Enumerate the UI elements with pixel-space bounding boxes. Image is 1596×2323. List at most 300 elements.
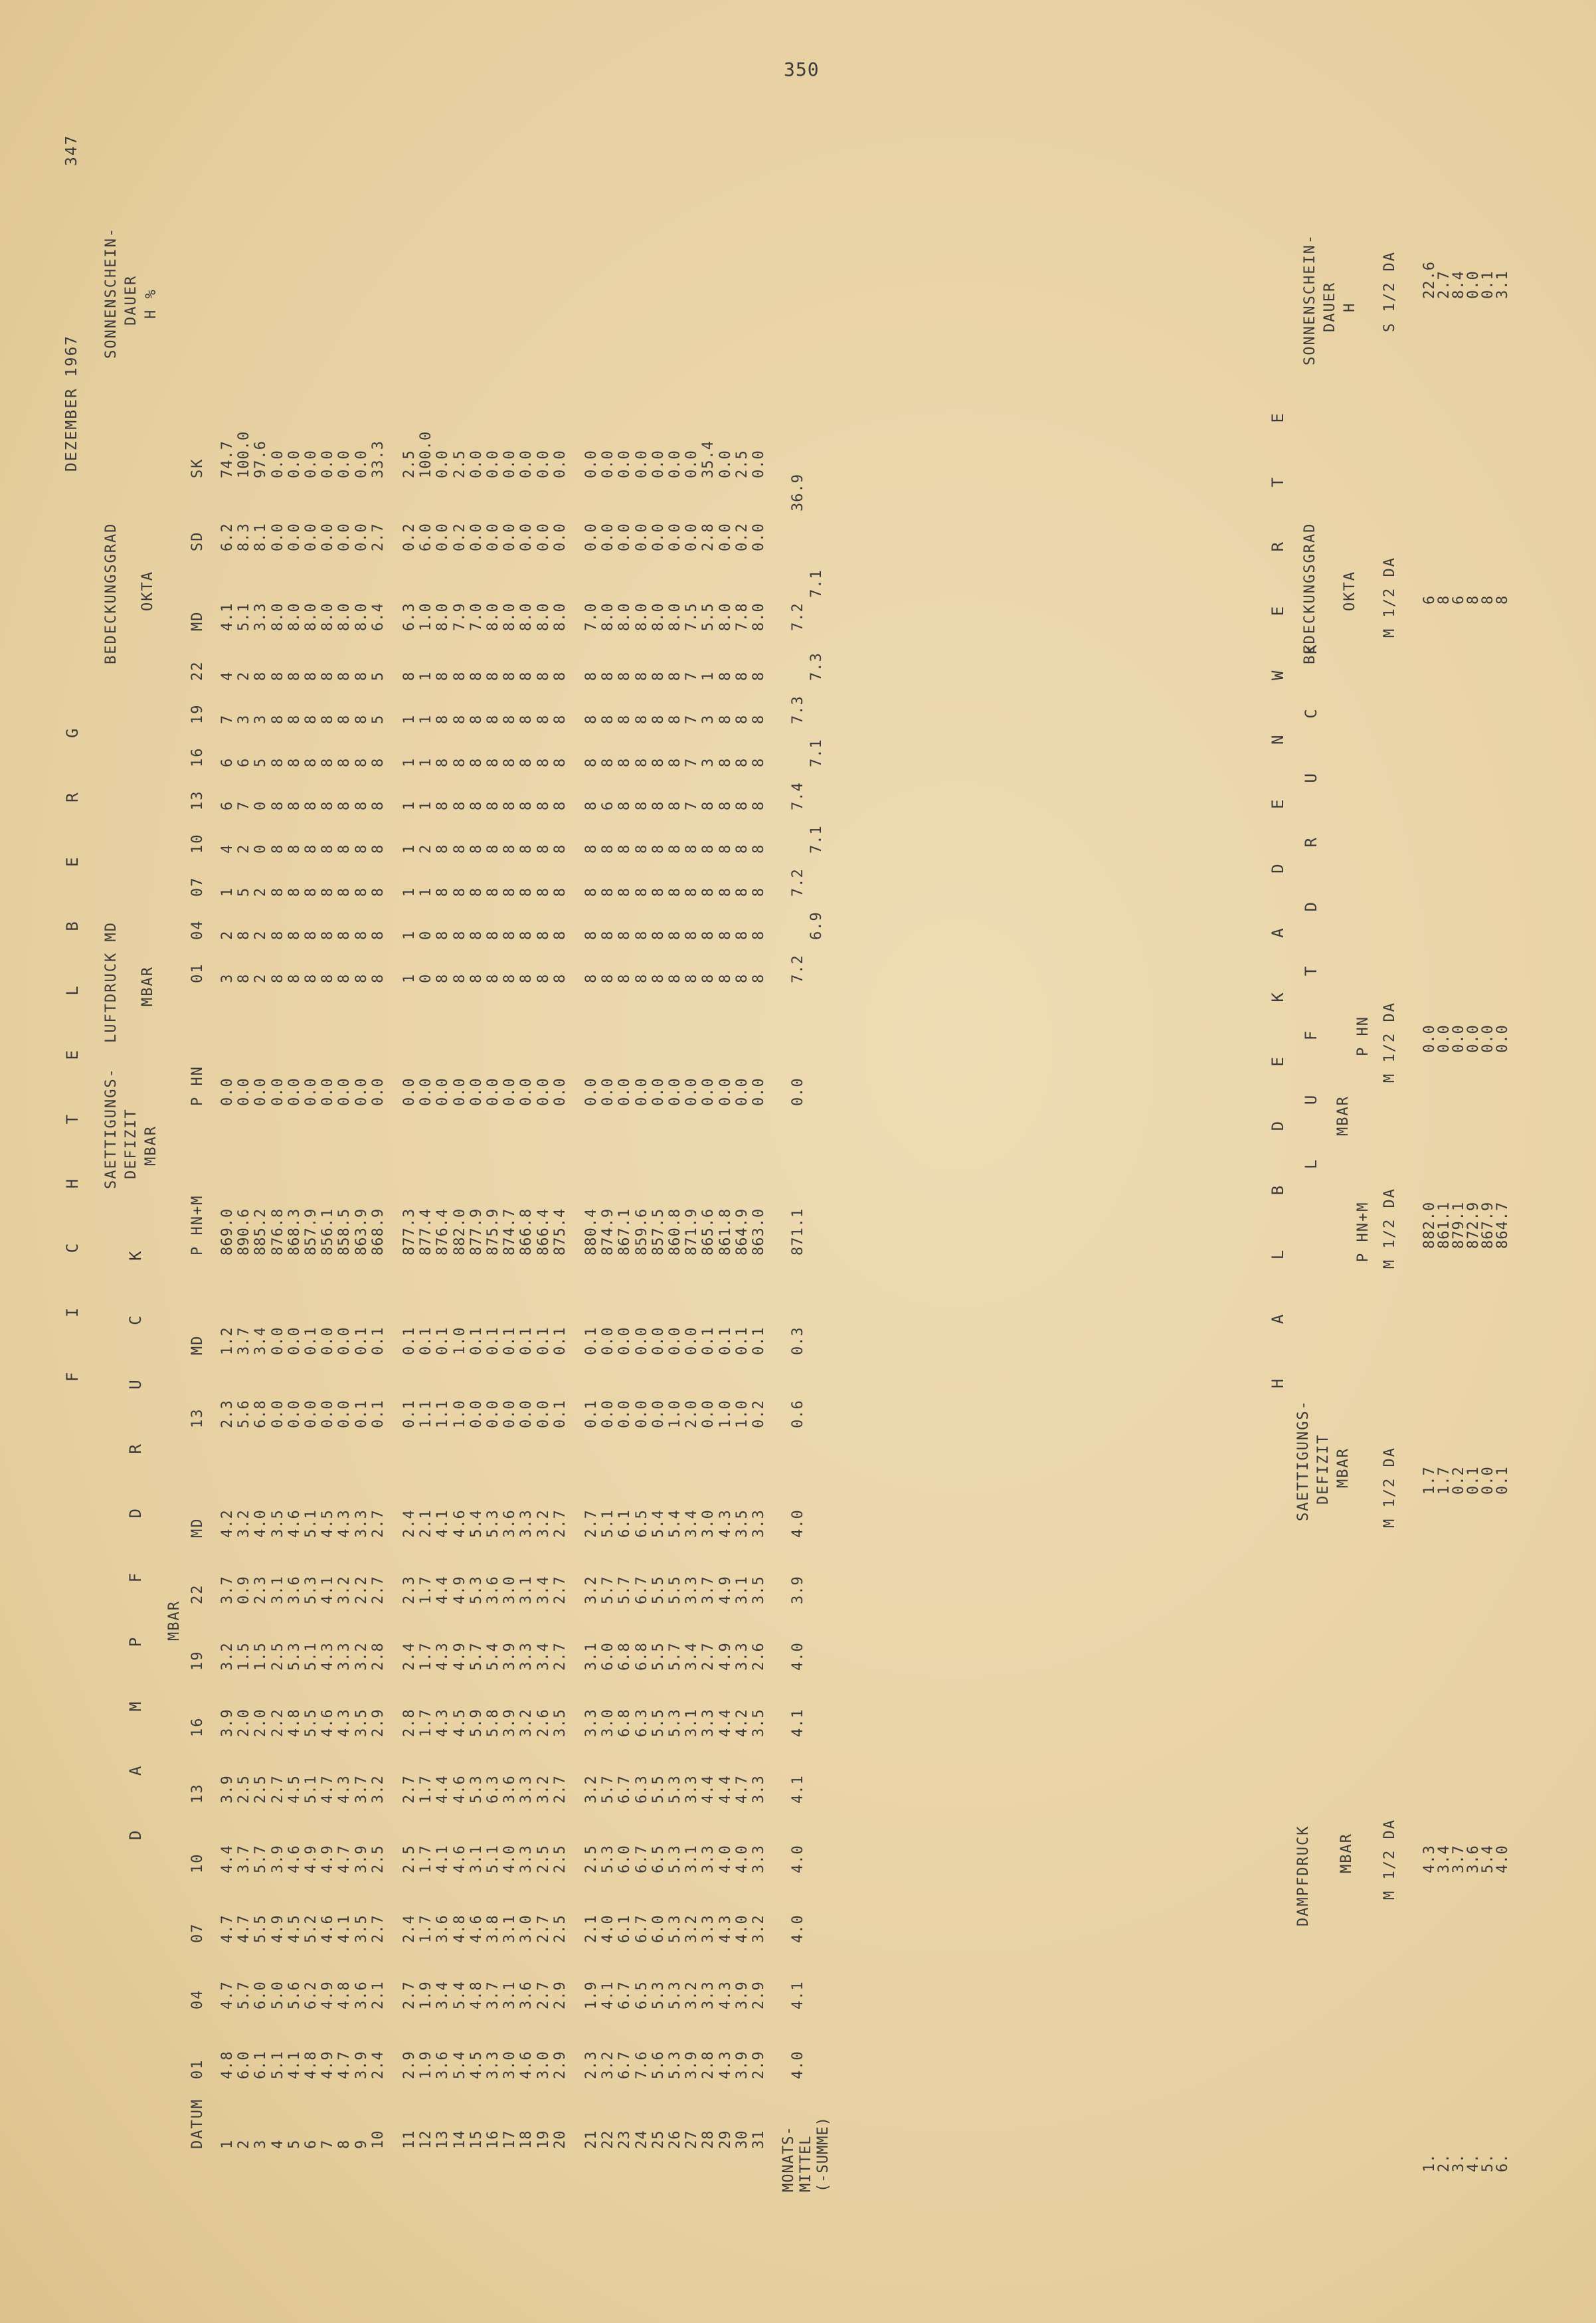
table-cell: 5.6 bbox=[286, 1981, 303, 2009]
table-cell: 0.1 bbox=[303, 1327, 319, 1355]
table-cell: 8 bbox=[353, 800, 370, 810]
halbdekade-cell: 8 bbox=[1436, 595, 1453, 604]
table-cell: 8 bbox=[683, 844, 701, 854]
table-cell: 2.9 bbox=[751, 1981, 767, 2009]
table-cell: 35.4 bbox=[700, 440, 717, 478]
monthly-mean: 0.0 bbox=[790, 1077, 807, 1106]
table-cell: 1 bbox=[401, 887, 418, 897]
table-cell: 3.2 bbox=[518, 1709, 535, 1737]
table-cell: 8 bbox=[319, 887, 337, 897]
rotated-table bbox=[53, 126, 1514, 2212]
table-cell: 5.3 bbox=[468, 1576, 485, 1604]
halbdekade-cell: 3.6 bbox=[1465, 1845, 1482, 1873]
table-cell: 866.4 bbox=[535, 1208, 552, 1255]
table-cell: 4.6 bbox=[286, 1509, 303, 1538]
table-cell: 2.0 bbox=[236, 1709, 253, 1737]
table-cell: 8 bbox=[451, 714, 468, 724]
col-header: 01 bbox=[189, 963, 206, 983]
table-cell: 0.0 bbox=[600, 450, 617, 478]
table-cell: 0 bbox=[418, 930, 435, 940]
table-cell: 0.0 bbox=[518, 1400, 535, 1428]
table-cell: 0.1 bbox=[751, 1327, 767, 1355]
table-cell: 8.0 bbox=[336, 603, 353, 631]
table-cell: 14 bbox=[451, 2130, 468, 2149]
col-header: 22 bbox=[189, 1584, 206, 1604]
table-cell: 0.0 bbox=[269, 523, 286, 551]
col-header: 19 bbox=[189, 703, 206, 724]
table-cell: 5.3 bbox=[667, 2051, 683, 2079]
table-cell: 8.0 bbox=[717, 603, 734, 631]
table-cell: 0.0 bbox=[336, 450, 353, 478]
month-title: DEZEMBER 1967 bbox=[63, 334, 80, 472]
table-cell: 22 bbox=[600, 2130, 617, 2149]
table-cell: 5.5 bbox=[650, 1775, 667, 1804]
table-cell: 3.6 bbox=[501, 1775, 519, 1804]
table-cell: 2.7 bbox=[369, 1914, 387, 1943]
table-cell: 8 bbox=[535, 887, 552, 897]
table-cell: 8 bbox=[353, 887, 370, 897]
monthly-mean: 0.3 bbox=[790, 1327, 807, 1355]
monthly-mean: 4.1 bbox=[790, 1775, 807, 1804]
table-cell: 3.6 bbox=[353, 1981, 370, 2009]
monthly-mean: 4.0 bbox=[790, 1845, 807, 1873]
table-cell: 0.1 bbox=[369, 1400, 387, 1428]
monthly-mean: 0.6 bbox=[790, 1400, 807, 1428]
table-cell: 8.0 bbox=[650, 603, 667, 631]
table-cell: 8 bbox=[451, 887, 468, 897]
table-cell: 6.5 bbox=[633, 1509, 650, 1538]
table-cell: 3.3 bbox=[751, 1775, 767, 1804]
table-cell: 8 bbox=[269, 930, 286, 940]
table-cell: 7.6 bbox=[633, 2051, 650, 2079]
table-cell: 1.5 bbox=[252, 1642, 270, 1671]
table-cell: 3.7 bbox=[485, 1981, 501, 2009]
table-cell: 8 bbox=[319, 930, 337, 940]
table-cell: 2.7 bbox=[551, 1642, 569, 1671]
table-cell: 8 bbox=[650, 671, 667, 681]
table-cell: 1.7 bbox=[418, 1576, 435, 1604]
table-cell: 8 bbox=[600, 844, 617, 854]
table-cell: 4.3 bbox=[336, 1509, 353, 1538]
table-cell: 17 bbox=[501, 2130, 519, 2149]
table-cell: 8 bbox=[551, 800, 569, 810]
table-cell: 4.6 bbox=[286, 1845, 303, 1873]
table-cell: 6 bbox=[219, 757, 236, 767]
table-cell: 0.0 bbox=[583, 450, 600, 478]
table-cell: 8 bbox=[667, 844, 683, 854]
table-cell: 8 bbox=[751, 671, 767, 681]
table-cell: 0.0 bbox=[751, 523, 767, 551]
table-cell: 1.7 bbox=[418, 1642, 435, 1671]
table-cell: 0.0 bbox=[269, 450, 286, 478]
table-cell: 4.4 bbox=[219, 1845, 236, 1873]
table-cell: 3.5 bbox=[733, 1509, 751, 1538]
halbdekade-cell: 5.4 bbox=[1480, 1845, 1496, 1873]
table-cell: 4.6 bbox=[319, 1914, 337, 1943]
table-cell: 3.0 bbox=[700, 1509, 717, 1538]
table-cell: 0.0 bbox=[252, 1077, 270, 1106]
col-header: MD bbox=[189, 1335, 206, 1355]
halbdekade-cell: 0.2 bbox=[1451, 1466, 1467, 1495]
monthly-mean-2: 7.1 bbox=[808, 739, 826, 767]
table-cell: 857.5 bbox=[650, 1208, 667, 1255]
table-cell: 4.7 bbox=[733, 1775, 751, 1804]
hd-dampf-sub: M 1/2 DA bbox=[1381, 1819, 1398, 1900]
table-cell: 8 bbox=[485, 973, 501, 983]
table-cell: 8 bbox=[717, 714, 734, 724]
table-cell: 0.0 bbox=[600, 1327, 617, 1355]
table-cell: 8.3 bbox=[236, 523, 253, 551]
table-cell: 3.2 bbox=[535, 1509, 552, 1538]
table-cell: 8 bbox=[336, 671, 353, 681]
table-cell: 5.4 bbox=[485, 1642, 501, 1671]
table-cell: 2.3 bbox=[401, 1576, 418, 1604]
table-cell: 0.1 bbox=[353, 1400, 370, 1428]
col-header: MD bbox=[189, 610, 206, 631]
hd-bed-title: BEDECKUNGSGRAD bbox=[1302, 522, 1318, 664]
dampfdruck-title: D A M P F D R U C K bbox=[126, 1228, 145, 1840]
table-cell: 8 bbox=[336, 2139, 353, 2149]
page-number: 350 bbox=[784, 58, 820, 80]
table-cell: 8 bbox=[633, 887, 650, 897]
table-cell: 4.1 bbox=[286, 2051, 303, 2079]
table-cell: 0.0 bbox=[551, 1077, 569, 1106]
table-cell: 8 bbox=[401, 671, 418, 681]
table-cell: 0.0 bbox=[633, 1400, 650, 1428]
table-cell: 8 bbox=[733, 844, 751, 854]
table-cell: 5.8 bbox=[485, 1709, 501, 1737]
table-cell: 8 bbox=[319, 973, 337, 983]
halbdekade-cell: 3. bbox=[1451, 2153, 1467, 2172]
table-cell: 24 bbox=[633, 2130, 650, 2149]
table-cell: 0.0 bbox=[451, 1077, 468, 1106]
table-cell: 8 bbox=[717, 973, 734, 983]
monthly-mean: 7.2 bbox=[790, 955, 807, 983]
table-cell: 0.1 bbox=[551, 1400, 569, 1428]
table-cell: 2 bbox=[219, 930, 236, 940]
col-header: DATUM bbox=[189, 2098, 206, 2149]
table-cell: 8 bbox=[319, 757, 337, 767]
table-cell: 868.9 bbox=[369, 1208, 387, 1255]
table-cell: 8 bbox=[319, 800, 337, 810]
table-cell: 0.0 bbox=[683, 523, 701, 551]
table-cell: 6 bbox=[303, 2139, 319, 2149]
table-cell: 2 bbox=[252, 887, 270, 897]
table-cell: 0.0 bbox=[616, 1077, 634, 1106]
table-cell: 8 bbox=[667, 973, 683, 983]
halbdekade-cell: 864.7 bbox=[1494, 1201, 1511, 1249]
table-cell: 6.7 bbox=[633, 1914, 650, 1943]
table-cell: 3.4 bbox=[683, 1509, 701, 1538]
table-cell: 8 bbox=[336, 844, 353, 854]
table-cell: 8.0 bbox=[518, 603, 535, 631]
table-cell: 869.0 bbox=[219, 1208, 236, 1255]
table-cell: 3.2 bbox=[535, 1775, 552, 1804]
table-cell: 1 bbox=[401, 930, 418, 940]
table-cell: 4.3 bbox=[434, 1709, 452, 1737]
table-cell: 0.1 bbox=[501, 1327, 519, 1355]
table-cell: 0.0 bbox=[336, 1400, 353, 1428]
table-cell: 8 bbox=[583, 844, 600, 854]
table-cell: 0.0 bbox=[319, 1327, 337, 1355]
sonne-title2: DAUER bbox=[123, 274, 139, 325]
table-cell: 8 bbox=[485, 671, 501, 681]
table-cell: 0.0 bbox=[485, 1400, 501, 1428]
table-cell: 5.3 bbox=[286, 1642, 303, 1671]
table-cell: 8 bbox=[485, 800, 501, 810]
table-cell: 8 bbox=[583, 757, 600, 767]
dampfdruck-unit: MBAR bbox=[166, 1600, 183, 1641]
table-cell: 0.1 bbox=[535, 1327, 552, 1355]
table-cell: 6.3 bbox=[401, 603, 418, 631]
table-cell: 890.6 bbox=[236, 1208, 253, 1255]
table-cell: 8 bbox=[286, 800, 303, 810]
monthly-mean-2: 7.1 bbox=[808, 825, 826, 854]
table-cell: 4.5 bbox=[451, 1709, 468, 1737]
table-cell: 2.7 bbox=[401, 1775, 418, 1804]
table-cell: 4.7 bbox=[219, 1914, 236, 1943]
table-cell: 868.3 bbox=[286, 1208, 303, 1255]
table-cell: 2.3 bbox=[583, 2051, 600, 2079]
table-cell: 4.0 bbox=[600, 1914, 617, 1943]
table-cell: 863.9 bbox=[353, 1208, 370, 1255]
table-cell: 5.6 bbox=[236, 1400, 253, 1428]
monthly-mean-2: 6.9 bbox=[808, 911, 826, 940]
table-cell: 8 bbox=[518, 757, 535, 767]
table-cell: 856.1 bbox=[319, 1208, 337, 1255]
table-cell: 6.2 bbox=[303, 1981, 319, 2009]
table-cell: 4.0 bbox=[252, 1509, 270, 1538]
table-cell: 3.9 bbox=[733, 1981, 751, 2009]
hd-sonne-sub: S 1/2 DA bbox=[1381, 251, 1398, 332]
table-cell: 5.5 bbox=[650, 1642, 667, 1671]
col-header: SK bbox=[189, 458, 206, 478]
table-cell: 0.0 bbox=[269, 1077, 286, 1106]
table-cell: 8.0 bbox=[535, 603, 552, 631]
table-cell: 7.9 bbox=[451, 603, 468, 631]
table-cell: 8.0 bbox=[551, 603, 569, 631]
table-cell: 0.0 bbox=[286, 523, 303, 551]
hd-dampf-title: DAMPFDRUCK bbox=[1295, 1825, 1312, 1926]
halbdekade-cell: 1.7 bbox=[1421, 1466, 1438, 1495]
table-cell: 0.1 bbox=[717, 1327, 734, 1355]
halbdekade-cell: 8 bbox=[1465, 595, 1482, 604]
table-cell: 5.7 bbox=[252, 1845, 270, 1873]
table-cell: 2.0 bbox=[683, 1400, 701, 1428]
table-cell: 0.0 bbox=[667, 523, 683, 551]
table-cell: 2.7 bbox=[401, 1981, 418, 2009]
table-cell: 3 bbox=[219, 973, 236, 983]
table-cell: 0.0 bbox=[650, 1400, 667, 1428]
monthly-mean: 7.2 bbox=[790, 603, 807, 631]
table-cell: 2.5 bbox=[583, 1845, 600, 1873]
table-cell: 3.3 bbox=[683, 1576, 701, 1604]
table-cell: 8 bbox=[252, 671, 270, 681]
table-cell: 8 bbox=[353, 714, 370, 724]
table-cell: 6 bbox=[219, 800, 236, 810]
col-header: 04 bbox=[189, 1989, 206, 2009]
monthly-mean: 3.9 bbox=[790, 1576, 807, 1604]
table-cell: 0.0 bbox=[600, 1077, 617, 1106]
table-cell: 8 bbox=[518, 887, 535, 897]
table-cell: 8 bbox=[667, 671, 683, 681]
halbdekade-cell: 4.3 bbox=[1421, 1845, 1438, 1873]
table-cell: 8 bbox=[616, 714, 634, 724]
table-cell: 7 bbox=[683, 671, 701, 681]
table-cell: 8 bbox=[303, 757, 319, 767]
halbdekade-cell: 872.9 bbox=[1465, 1201, 1482, 1249]
table-cell: 4.1 bbox=[336, 1914, 353, 1943]
table-cell: 4.0 bbox=[733, 1845, 751, 1873]
table-cell: 6.5 bbox=[650, 1845, 667, 1873]
table-cell: 8 bbox=[468, 714, 485, 724]
table-cell: 3.3 bbox=[700, 1914, 717, 1943]
table-cell: 0.0 bbox=[717, 450, 734, 478]
table-cell: 0.0 bbox=[485, 523, 501, 551]
table-cell: 3.6 bbox=[286, 1576, 303, 1604]
table-cell: 0.0 bbox=[319, 1077, 337, 1106]
table-cell: 2.5 bbox=[551, 1914, 569, 1943]
table-cell: 4.4 bbox=[434, 1775, 452, 1804]
table-cell: 4.6 bbox=[518, 2051, 535, 2079]
table-cell: 0.0 bbox=[551, 450, 569, 478]
table-cell: 5.1 bbox=[303, 1775, 319, 1804]
table-cell: 0.0 bbox=[336, 523, 353, 551]
table-cell: 5.3 bbox=[468, 1775, 485, 1804]
table-cell: 8 bbox=[451, 800, 468, 810]
table-cell: 0.1 bbox=[551, 1327, 569, 1355]
table-cell: 4.3 bbox=[717, 2051, 734, 2079]
table-cell: 0 bbox=[252, 844, 270, 854]
table-cell: 8 bbox=[369, 844, 387, 854]
table-cell: 8 bbox=[434, 930, 452, 940]
table-cell: 2.7 bbox=[369, 523, 387, 551]
table-cell: 8.0 bbox=[751, 603, 767, 631]
table-cell: 2 bbox=[236, 844, 253, 854]
table-cell: 877.3 bbox=[401, 1208, 418, 1255]
col-header: 13 bbox=[189, 790, 206, 810]
table-cell: 3.2 bbox=[600, 2051, 617, 2079]
table-cell: 8 bbox=[650, 887, 667, 897]
table-cell: 8 bbox=[667, 800, 683, 810]
table-cell: 2.6 bbox=[751, 1642, 767, 1671]
table-cell: 16 bbox=[485, 2130, 501, 2149]
table-cell: 3.3 bbox=[733, 1642, 751, 1671]
table-cell: 4.0 bbox=[501, 1845, 519, 1873]
table-cell: 874.7 bbox=[501, 1208, 519, 1255]
table-cell: 4.3 bbox=[336, 1775, 353, 1804]
table-cell: 4.6 bbox=[451, 1775, 468, 1804]
table-cell: 8 bbox=[650, 930, 667, 940]
table-cell: 2.7 bbox=[269, 1775, 286, 1804]
table-cell: 5 bbox=[252, 757, 270, 767]
table-cell: 4.3 bbox=[717, 1509, 734, 1538]
table-cell: 8 bbox=[733, 671, 751, 681]
table-cell: 10 bbox=[369, 2130, 387, 2149]
table-cell: 8.0 bbox=[616, 603, 634, 631]
table-cell: 4.3 bbox=[336, 1709, 353, 1737]
table-cell: 8 bbox=[468, 887, 485, 897]
halbdekade-cell: 2.7 bbox=[1436, 270, 1453, 299]
table-cell: 3.3 bbox=[353, 1509, 370, 1538]
table-cell: 0.0 bbox=[286, 1400, 303, 1428]
halbdekade-cell: 6. bbox=[1494, 2153, 1511, 2172]
table-cell: 0.0 bbox=[468, 1400, 485, 1428]
table-cell: 0.0 bbox=[501, 1077, 519, 1106]
table-cell: 859.6 bbox=[633, 1208, 650, 1255]
table-cell: 4 bbox=[269, 2139, 286, 2149]
table-cell: 4.2 bbox=[733, 1709, 751, 1737]
table-cell: 0.0 bbox=[434, 450, 452, 478]
table-cell: 0.0 bbox=[303, 450, 319, 478]
hd-dampf-unit: MBAR bbox=[1338, 1833, 1355, 1873]
table-cell: 885.2 bbox=[252, 1208, 270, 1255]
table-cell: 1 bbox=[418, 671, 435, 681]
table-cell: 871.9 bbox=[683, 1208, 701, 1255]
table-cell: 29 bbox=[717, 2130, 734, 2149]
halbdekade-cell: 5. bbox=[1480, 2153, 1496, 2172]
table-cell: 8 bbox=[485, 714, 501, 724]
table-cell: 8 bbox=[717, 887, 734, 897]
halbdekade-cell: 8.4 bbox=[1451, 270, 1467, 299]
table-cell: 8 bbox=[683, 973, 701, 983]
table-cell: 8 bbox=[633, 930, 650, 940]
table-cell: 0.0 bbox=[485, 1077, 501, 1106]
table-cell: 5.7 bbox=[667, 1642, 683, 1671]
table-cell: 1 bbox=[418, 714, 435, 724]
table-cell: 5.9 bbox=[468, 1709, 485, 1737]
table-cell: 8 bbox=[336, 800, 353, 810]
halbdekade-cell: 6 bbox=[1421, 595, 1438, 604]
table-cell: 8.0 bbox=[633, 603, 650, 631]
table-cell: 4.5 bbox=[286, 1775, 303, 1804]
table-cell: 880.4 bbox=[583, 1208, 600, 1255]
table-cell: 3.4 bbox=[535, 1642, 552, 1671]
table-cell: 8 bbox=[683, 887, 701, 897]
table-cell: 8 bbox=[468, 930, 485, 940]
table-cell: 8 bbox=[468, 844, 485, 854]
table-cell: 6.0 bbox=[600, 1642, 617, 1671]
table-cell: 6.8 bbox=[252, 1400, 270, 1428]
table-cell: 2.3 bbox=[252, 1576, 270, 1604]
table-cell: 8 bbox=[468, 671, 485, 681]
table-cell: 8 bbox=[501, 844, 519, 854]
monthly-mean: 4.0 bbox=[790, 1914, 807, 1943]
table-cell: 2.4 bbox=[401, 1914, 418, 1943]
col-header: P HN bbox=[189, 1066, 206, 1106]
table-cell: 3.2 bbox=[219, 1642, 236, 1671]
table-cell: 5.3 bbox=[667, 1981, 683, 2009]
table-cell: 8 bbox=[369, 930, 387, 940]
col-header: 16 bbox=[189, 747, 206, 767]
table-cell: 2.6 bbox=[535, 1709, 552, 1737]
table-cell: 100.0 bbox=[418, 430, 435, 478]
table-cell: 7.0 bbox=[468, 603, 485, 631]
table-cell: 8 bbox=[717, 930, 734, 940]
table-cell: 3 bbox=[252, 714, 270, 724]
table-cell: 8 bbox=[751, 844, 767, 854]
table-cell: 8 bbox=[717, 844, 734, 854]
table-cell: 6.8 bbox=[616, 1642, 634, 1671]
table-cell: 8.0 bbox=[303, 603, 319, 631]
halbdekade-cell: 0.0 bbox=[1480, 1024, 1496, 1053]
table-cell: 3.3 bbox=[683, 1775, 701, 1804]
table-cell: 3.7 bbox=[353, 1775, 370, 1804]
table-cell: 5.3 bbox=[667, 1775, 683, 1804]
table-cell: 8 bbox=[751, 714, 767, 724]
table-cell: 8 bbox=[286, 844, 303, 854]
table-cell: 8 bbox=[535, 757, 552, 767]
